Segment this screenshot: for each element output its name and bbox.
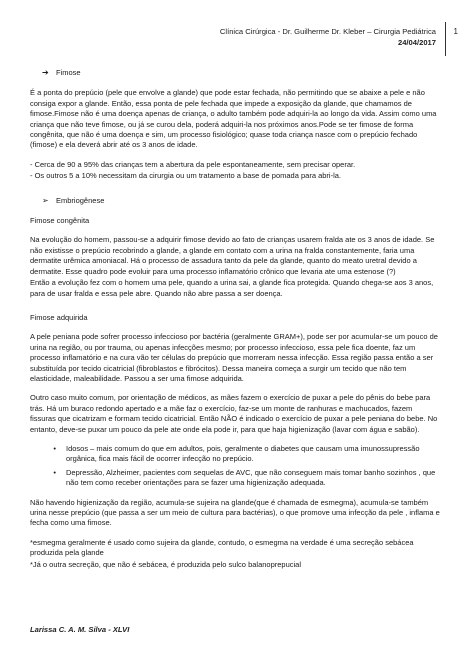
dash-line: - Cerca de 90 a 95% das crianças tem a abertura da pele espontaneamente, sem precisar operar. [30, 159, 356, 169]
bullet-dot-icon: • [53, 443, 56, 453]
paragraph: Então a evolução fez com o homem uma pele, quando a urina sai, a glande fica protegida. Quando chega-se aos 3 anos, para de usar fralda e essa pele abre. Quando não abre passa a ser doença. [30, 278, 434, 298]
header-title: Clínica Cirúrgica - Dr. Guilherme Dr. Kleber – Cirurgia Pediátrica [219, 27, 436, 36]
list-item-text: Idosos – mais comum do que em adultos, pois, geralmente o diabetes que causam uma imunossupressão orgânica, fica mais fácil de ocorrer infecção no prepúcio. [66, 443, 420, 464]
header-date: 24/04/2017 [397, 38, 436, 47]
section-heading-fimose [30, 68, 440, 78]
bullet-dot-icon: • [53, 467, 56, 477]
heading-text: Fimose [56, 68, 81, 77]
paragraph: É a ponta do prepúcio (pele que envolve a glande) que pode estar fechada, não permitindo que se abaixe a pele e não consiga expor a glande. Então, essa ponta de pele fechada que impede a exposição da glande, que chamamos de fimose.Fimose não é uma doença apenas de criança, o adulto também pode adquiri-la ao longo da vida. Assim como uma criança que não teve fimose, ou já se curou dela, poderá adquiri-la nos próximos anos.Pode se ter fimose de forma congênita, que não é uma doença e sim, um processo fisiológico; quase toda criança nasce com o prepúcio fechado (fimose) e ela deverá abrir até os 3 anos de idade. [30, 88, 437, 150]
note: *Já o outra secreção, que não é sebácea, é produzida pelo sulco balanoprepucial [30, 559, 302, 569]
document-body [30, 68, 440, 579]
dash-line: - Os outros 5 a 10% necessitam da cirurgia ou um tratamento a base de pomada para abri-la. [30, 171, 341, 181]
paragraph: Na evolução do homem, passou-se a adquirir fimose devido ao fato de crianças usarem fralda ate os 3 anos de idade. Se não existisse o prepúcio recobrindo a glande, a glande em contato com a urina na fralda constantemente, faria uma dermatite urêmica amoniacal. Há o processo de assadura tanto da pele da glande, quanto do meato uretral devido a dermatite. Esse quadro pode evoluir para uma processo inflamatório crônico que levaria ate uma estenose (?) [30, 235, 435, 276]
arrow-right-icon: ➢ [42, 195, 49, 205]
header-divider [445, 22, 446, 56]
page-header [220, 26, 436, 48]
subheading: Fimose adquirida [30, 312, 88, 322]
page-footer-author: Larissa C. A. M. Silva - XLVI [30, 625, 130, 634]
list-item [30, 468, 440, 489]
section-heading-embriogenese [30, 196, 440, 206]
arrow-right-icon: ➔ [42, 68, 49, 77]
subheading: Fimose congênita [30, 216, 90, 226]
paragraph: Outro caso muito comum, por orientação de médicos, as mães fazem o exercício de puxar a pele do pênis do bebe para trás. Há um buraco redondo apertado e a mãe faz o exercício, faz-se um monte de ranhuras e machucados, fazem fissuras que cicatrizam e formam tecido cicatricial. Então NÃO é indicado o exercício de puxar a pele peniana do bebe. No entanto, deve-se puxar um pouco da pele ate onde ela pode ir, para que haja higienização (lavar com água e sabão). [30, 393, 438, 434]
heading-text: Embriogênese [56, 195, 105, 205]
paragraph: A pele peniana pode sofrer processo infeccioso por bactéria (geralmente GRAM+), pode ser por acumular-se um pouco de urina na região, ou por trauma, ou apenas infecções mesmo; por processo infeccioso, essa pele fica doente, faz um processo inflamatório e na cura vão ter células do prepúcio que morreram nessa infecção. Essa região passa então a ser substituída por tecido cicatricial (fibroblastos e fibrócitos). Dessa maneira começa a surgir um tecido que não tem elasticidade, maleabilidade. Passou a ser uma fimose adquirida. [30, 332, 438, 383]
list-item [30, 444, 440, 465]
note: *esmegma geralmente é usado como sujeira da glande, contudo, o esmegma na verdade é uma secreção sebácea produzida pela glande [30, 537, 414, 558]
list-item-text: Depressão, Alzheimer, pacientes com sequelas de AVC, que não conseguem mais tomar banho sozinhos , que não tem como receber orientações para se fazer uma higienização adequada. [66, 467, 436, 488]
paragraph: Não havendo higienização da região, acumula-se sujeira na glande(que é chamada de esmegma), acumula-se também urina nesse prepúcio (que passa a ser um meio de cultura para bactérias), o que promove uma infecção da pele , inflama e fecha como uma fimose. [30, 497, 440, 528]
page-number: 1 [453, 27, 458, 36]
